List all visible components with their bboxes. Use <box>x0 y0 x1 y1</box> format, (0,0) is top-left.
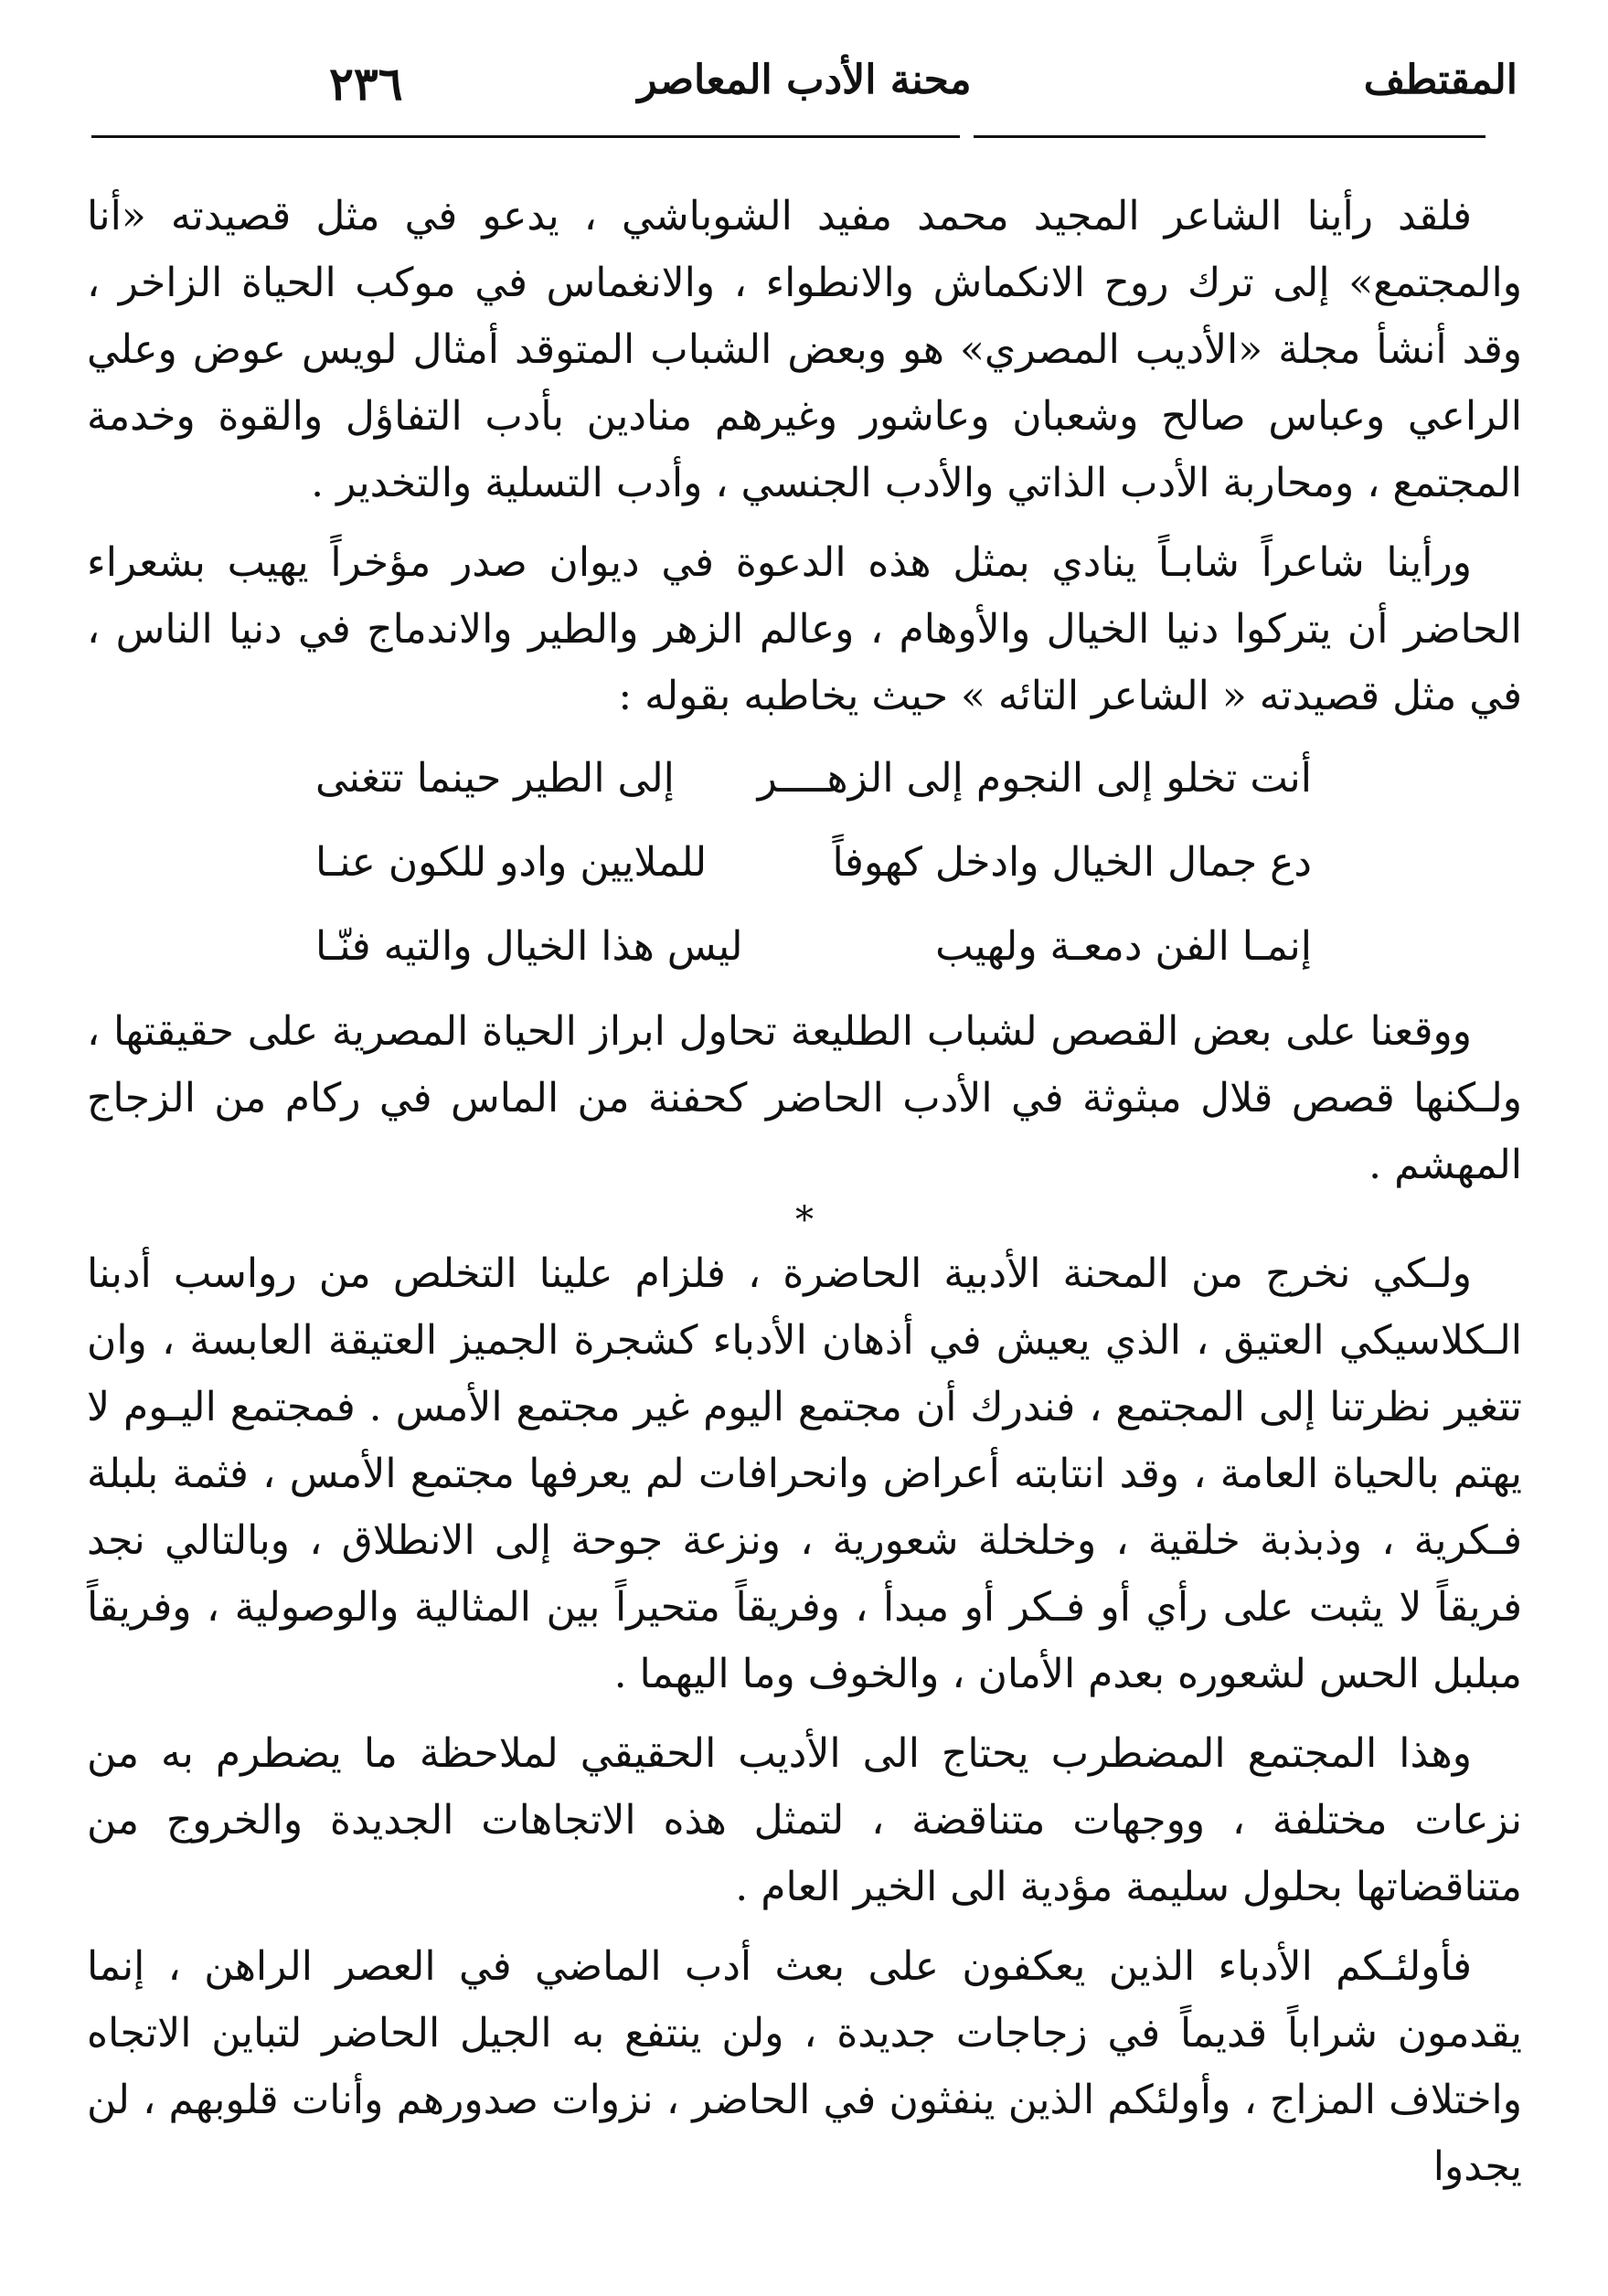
verse-second-hemistich: ليس هذا الخيال والتيه فنّـا <box>315 923 743 970</box>
section-separator: * <box>795 1199 814 1241</box>
paragraph: فلقد رأينا الشاعر المجيد محمد مفيد الشوباشي ، يدعو في مثل قصيدته «أنا والمجتمع» إلى ترك روح الانكماش والانطواء ، والانغماس في موكب الحياة الزاخر ، وقد أنشأ مجلة «الأديب المصري» هو وبعض الشباب المتوقد أمثال لويس عوض وعلي الراعي وعباس صالح وشعبان وعاشور وغيرهم منادين بأدب التفاؤل والقوة وخدمة المجتمع ، ومحاربة الأدب الذاتي والأدب الجنسي ، وأدب التسلية والتخدير . <box>87 193 1522 506</box>
article-title: محنة الأدب المعاصر <box>637 57 972 103</box>
paragraph: فأولئـكم الأدباء الذين يعكفون على بعث أدب الماضي في العصر الراهن ، إنما يقدمون شراباً قديماً في زجاجات جديدة ، ولن ينتفع به الجيل الحاضر لتباين الاتجاه واختلاف المزاج ، وأولئكم الذين ينفثون في الحاضر ، نزوات صدورهم وأنات قلوبهم ، لن يجدوا <box>87 1943 1522 2190</box>
running-header <box>91 57 1517 121</box>
paragraph: وهذا المجتمع المضطرب يحتاج الى الأديب الحقيقي لملاحظة ما يضطرم به من نزعات مختلفة ، ووجهات متناقضة ، لتمثل هذه الاتجاهات الجديدة والخروج من متناقضاتها بحلول سليمة مؤدية الى الخير العام . <box>87 1730 1522 1910</box>
page-number: ٢٣٦ <box>329 57 403 111</box>
journal-name: المقتطف <box>1363 57 1517 103</box>
header-rule-left <box>91 135 960 138</box>
verse-second-hemistich: للملايين وادو للكون عنـا <box>315 839 708 886</box>
verse-first-hemistich: أنت تخلو إلى النجوم إلى الزهــــر <box>757 755 1312 802</box>
poem <box>87 737 1522 989</box>
verse-line <box>87 905 1522 989</box>
verse-second-hemistich: إلى الطير حينما تتغنى <box>315 755 675 802</box>
verse-first-hemistich: دع جمال الخيال وادخل كهوفاً <box>832 839 1312 886</box>
verse-line <box>87 821 1522 905</box>
paragraph: ووقعنا على بعض القصص لشباب الطليعة تحاول ابراز الحياة المصرية على حقيقتها ، ولـكنها قصص قلال مبثوثة في الأدب الحاضر كحفنة من الماس في ركام من الزجاج المهشم . <box>87 1008 1522 1188</box>
verse-first-hemistich: إنمـا الفن دمعـة ولهيب <box>935 923 1312 970</box>
article-body <box>87 183 1522 2213</box>
header-rule-right <box>974 135 1486 138</box>
verse-line <box>87 737 1522 821</box>
paragraph: ولـكي نخرج من المحنة الأدبية الحاضرة ، فلزام علينا التخلص من رواسب أدبنا الـكلاسيكي العتيق ، الذي يعيش في أذهان الأدباء كشجرة الجميز العتيقة العابسة ، وان تتغير نظرتنا إلى المجتمع ، فندرك أن مجتمع اليوم غير مجتمع الأمس . فمجتمع اليـوم لا يهتم بالحياة العامة ، وقد انتابته أعراض وانحرافات لم يعرفها مجتمع الأمس ، فثمة بلبلة فـكرية ، وذبذبة خلقية ، وخلخلة شعورية ، ونزعة جوحة إلى الانطلاق ، وبالتالي نجد فريقاً لا يثبت على رأي أو فـكر أو مبدأ ، وفريقاً متحيراً بين المثالية والوصولية ، وفريقاً مبلبل الحس لشعوره بعدم الأمان ، والخوف وما اليهما . <box>87 1250 1523 1697</box>
paragraph: ورأينا شاعراً شابـاً ينادي بمثل هذه الدعوة في ديوان صدر مؤخراً يهيب بشعراء الحاضر أن يتركوا دنيا الخيال والأوهام ، وعالم الزهر والطير والاندماج في دنيا الناس ، في مثل قصيدته « الشاعر التائه » حيث يخاطبه بقوله : <box>87 539 1522 719</box>
